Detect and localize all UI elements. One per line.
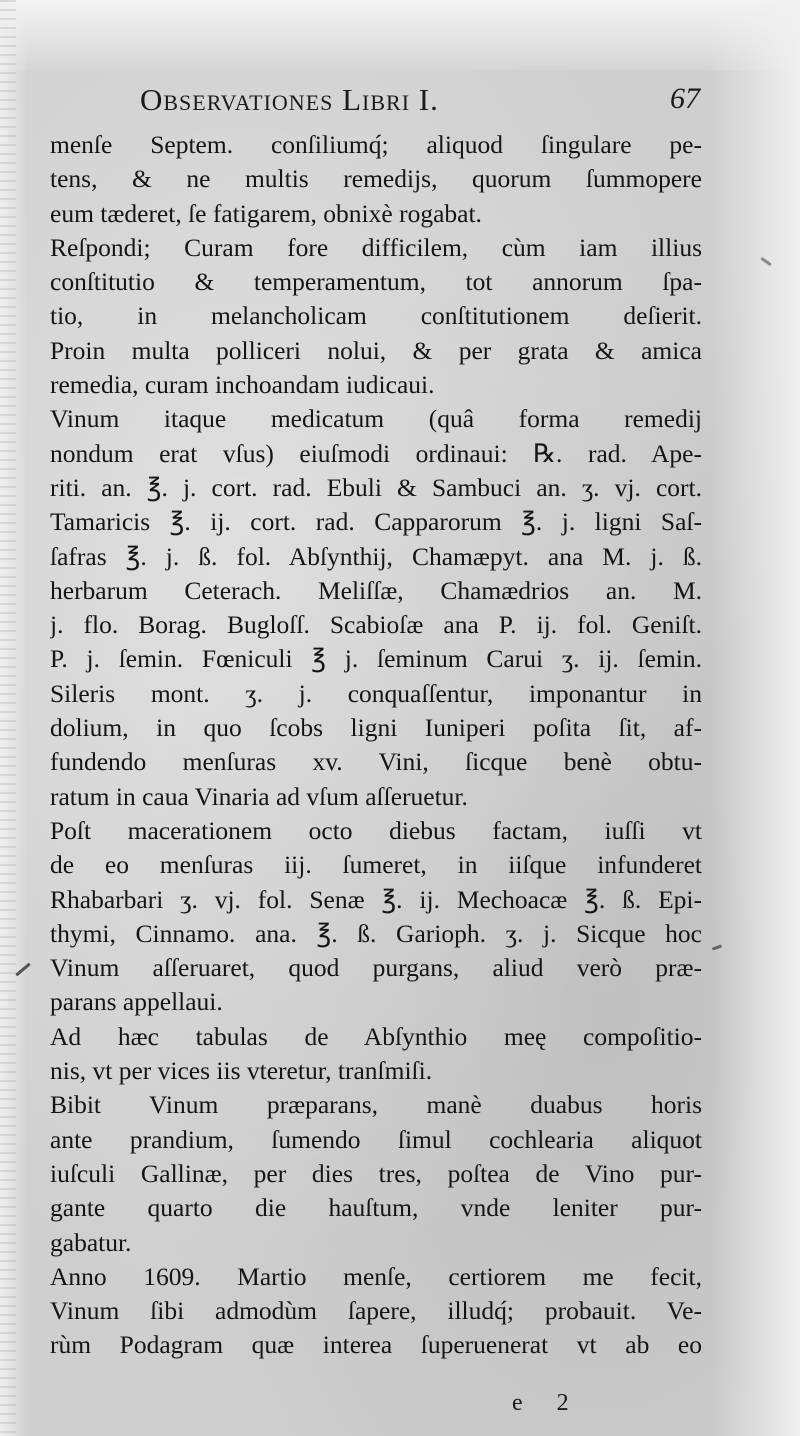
text-line: remedia, curam inchoandam iudicaui. [50,370,435,400]
text-line: Sileris mont. ʒ. j. conquaſſentur, imponantur in [50,678,702,708]
text-line: ante prandium, ſumendo ſimul cochlearia aliquot [50,1124,702,1154]
text-line: eum tæderet, ſe fatigarem, obnixè rogabat. [50,198,482,228]
page-number: 67 [670,82,700,115]
text-line: de eo menſuras iij. ſumeret, in iiſque infunderet [50,850,702,880]
text-line: gabatur. [50,1227,132,1257]
text-line: nondum erat vſus) eiuſmodi ordinaui: ℞. rad. Ape- [50,438,702,468]
text-line: rùm Podagram quæ interea ſuperuenerat vt ab eo [50,1330,702,1360]
text-line: Reſpondi; Curam fore difficilem, cùm iam illius [50,232,702,262]
text-line: nis, vt per vices iis vteretur, tranſmiſi. [50,1056,433,1086]
text-line: Vinum aſſeruaret, quod purgans, aliud verò præ- [50,953,702,983]
text-line: herbarum Ceterach. Meliſſæ, Chamædrios an. M. [50,575,702,605]
binding-gutter [0,0,16,1436]
text-line: Proin multa polliceri nolui, & per grata & amica [50,335,702,365]
page-header [140,82,700,122]
text-line: conſtitutio & temperamentum, tot annorum ſpa- [50,267,702,297]
text-line: j. flo. Borag. Bugloſſ. Scabioſæ ana P. ij. fol. Geniſt. [50,610,702,640]
text-line: menſe Septem. conſiliumq́; aliquod ſingulare pe- [50,130,702,159]
text-line: dolium, in quo ſcobs ligni Iuniperi poſita ſit, af- [50,713,702,743]
text-line: Vinum itaque medicatum (quâ forma remedij [50,404,702,434]
text-line: gante quarto die hauſtum, vnde leniter pur- [50,1193,702,1223]
text-line: Vinum ſibi admodùm ſapere, illudq́; probauit. Ve- [50,1296,702,1326]
text-line: thymi, Cinnamo. ana. ℥. ß. Garioph. ʒ. j. Sicque hoc [50,918,702,948]
text-line: Anno 1609. Martio menſe, certiorem me fecit, [50,1261,702,1291]
text-line: fundendo menſuras xv. Vini, ſicque benè obtu- [50,747,702,777]
page-top-edge [0,0,800,70]
text-line: P. j. ſemin. Fœniculi ℥ j. ſeminum Carui ʒ. ij. ſemin. [50,644,702,674]
text-line: Ad hæc tabulas de Abſynthio meę compoſitio- [50,1021,702,1051]
text-line: Tamaricis ℥. ij. cort. rad. Capparorum ℥. j. ligni Saſ- [50,507,702,537]
text-line: Poſt macerationem octo diebus factam, iuſſi vt [50,815,702,845]
text-line: tens, & ne multis remedijs, quorum ſummopere [50,164,702,194]
page-right-edge [710,0,800,1436]
text-line: Rhabarbari ʒ. vj. fol. Senæ ℥. ij. Mechoacæ ℥. ß. Epi- [50,884,702,914]
text-line: ſafras ℥. j. ß. fol. Abſynthij, Chamæpyt. ana M. j. ß. [50,541,702,571]
running-head: Observationes Libri I. [140,82,439,117]
text-line: riti. an. ℥. j. cort. rad. Ebuli & Sambuci an. ʒ. vj. cort. [50,472,702,502]
text-line: parans appellaui. [50,987,223,1017]
signature-mark: e 2 [512,1390,583,1416]
text-line: iuſculi Gallinæ, per dies tres, poſtea de Vino pur- [50,1158,702,1188]
text-line: Bibit Vinum præparans, manè duabus horis [50,1090,702,1120]
text-line: tio, in melancholicam conſtitutionem deſierit. [50,301,702,331]
body-text [50,128,702,1363]
text-line: ratum in caua Vinaria ad vſum aſſeruetur. [50,781,468,811]
